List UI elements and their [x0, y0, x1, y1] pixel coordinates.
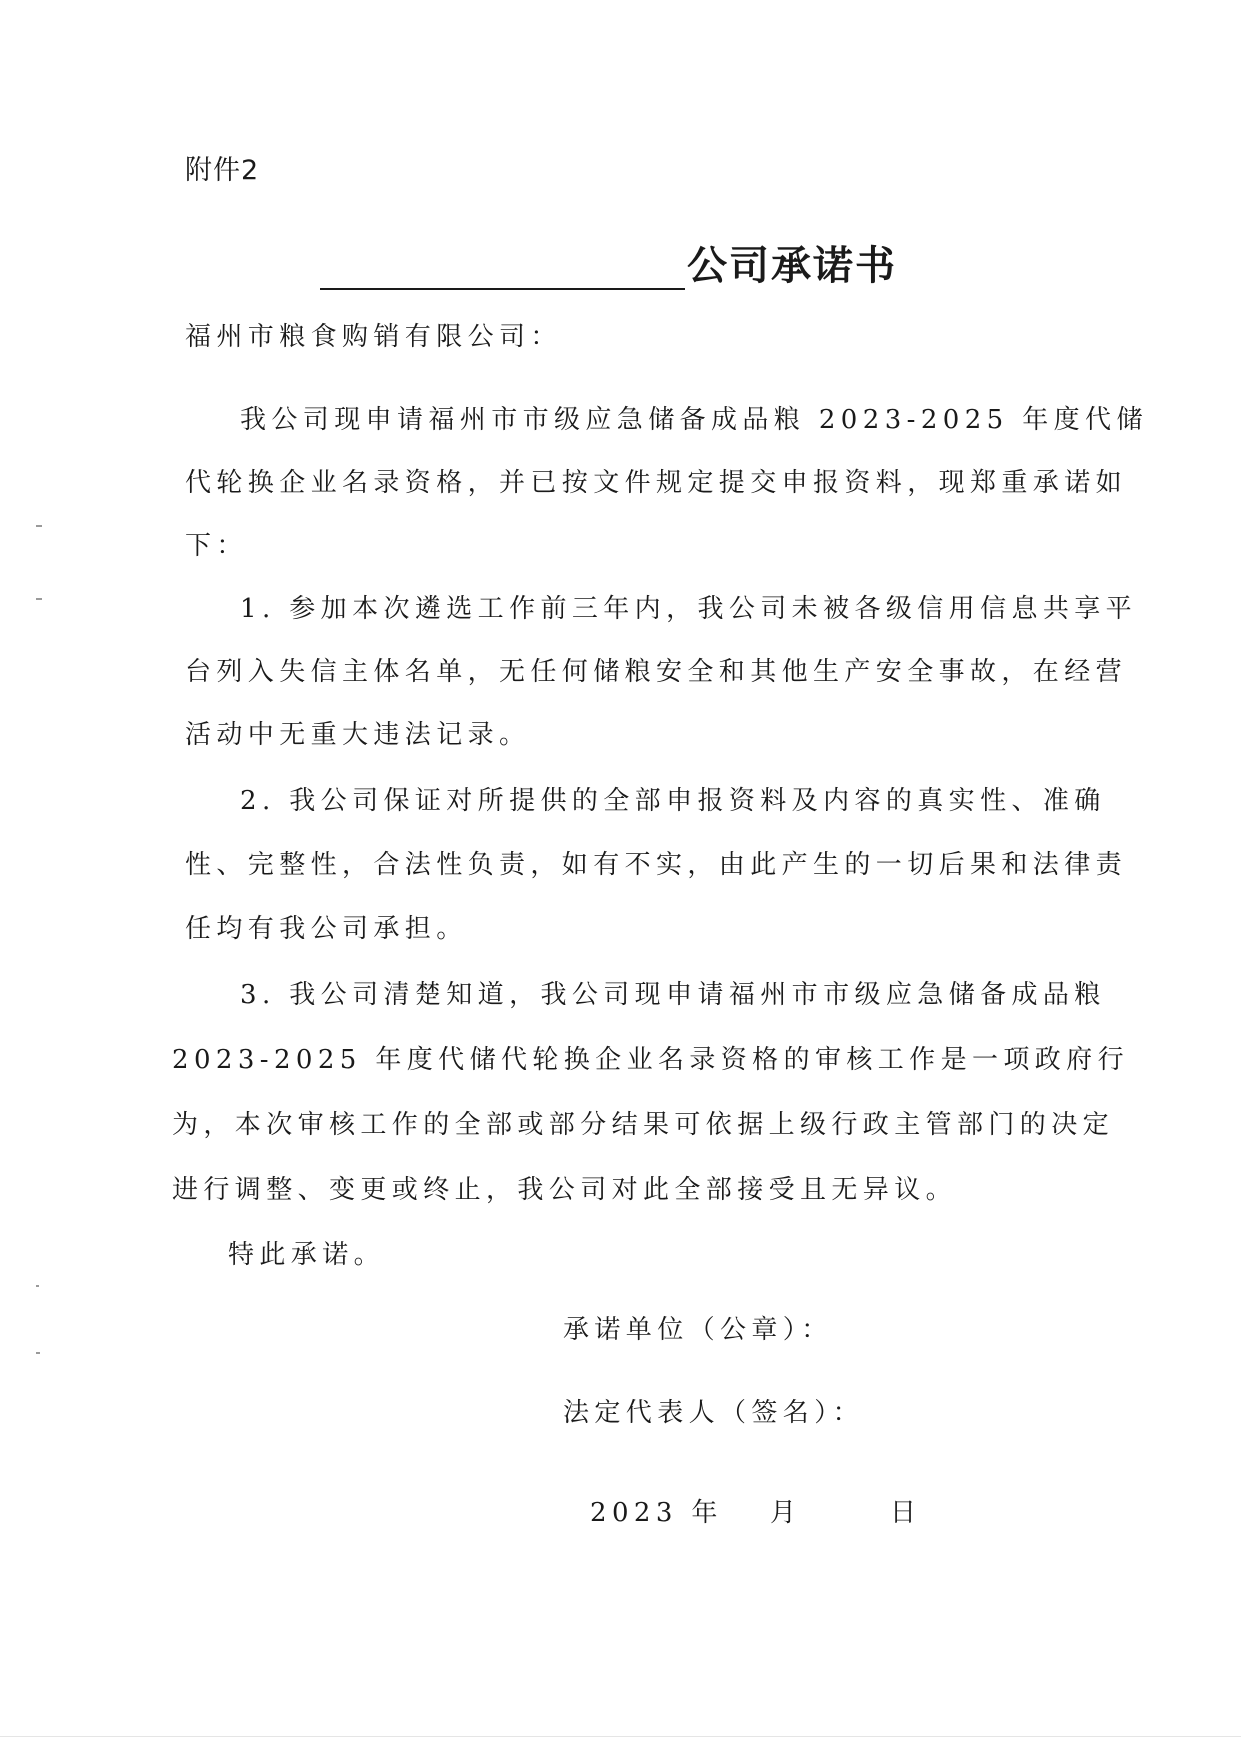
scan-mark: [36, 598, 42, 600]
scan-mark: [36, 1352, 40, 1354]
scan-mark: [36, 1285, 39, 1287]
document-title-row: [320, 242, 897, 290]
legal-rep-label: 法定代表人（签名）：: [563, 1398, 865, 1428]
item2-line-3: 任均有我公司承担。: [185, 914, 468, 944]
company-name-blank: [320, 244, 685, 290]
addressee: 福州市粮食购销有限公司：: [185, 322, 562, 352]
closing-statement: 特此承诺。: [228, 1240, 386, 1270]
item3-line-1: 3. 我公司清楚知道，我公司现申请福州市市级应急储备成品粮: [240, 980, 1106, 1010]
item2-line-1: 2. 我公司保证对所提供的全部申报资料及内容的真实性、准确: [240, 786, 1106, 816]
date-year: 2023 年: [590, 1498, 723, 1528]
item2-line-2: 性、完整性，合法性负责，如有不实，由此产生的一切后果和法律责: [185, 850, 1128, 880]
seal-unit-label: 承诺单位（公章）：: [563, 1315, 833, 1345]
intro-line-1: 我公司现申请福州市市级应急储备成品粮 2023-2025 年度代储: [240, 405, 1148, 435]
date-month: 月: [770, 1498, 802, 1528]
page-bottom-edge: [0, 1736, 1241, 1737]
item1-line-3: 活动中无重大违法记录。: [185, 720, 531, 750]
intro-line-2: 代轮换企业名录资格，并已按文件规定提交申报资料，现郑重承诺如: [185, 468, 1128, 498]
item1-line-1: 1. 参加本次遴选工作前三年内，我公司未被各级信用信息共享平: [240, 594, 1138, 624]
scan-mark: [36, 525, 42, 527]
item3-line-3: 为，本次审核工作的全部或部分结果可依据上级行政主管部门的决定: [172, 1110, 1115, 1140]
attachment-label: 附件2: [185, 155, 260, 186]
item1-line-2: 台列入失信主体名单，无任何储粮安全和其他生产安全事故，在经营: [185, 657, 1128, 687]
item3-line-2: 2023-2025 年度代储代轮换企业名录资格的审核工作是一项政府行: [172, 1045, 1129, 1075]
document-title: 公司承诺书: [687, 243, 897, 289]
intro-line-3: 下：: [185, 531, 248, 561]
item3-line-4: 进行调整、变更或终止，我公司对此全部接受且无异议。: [172, 1175, 958, 1205]
date-day: 日: [890, 1498, 922, 1528]
